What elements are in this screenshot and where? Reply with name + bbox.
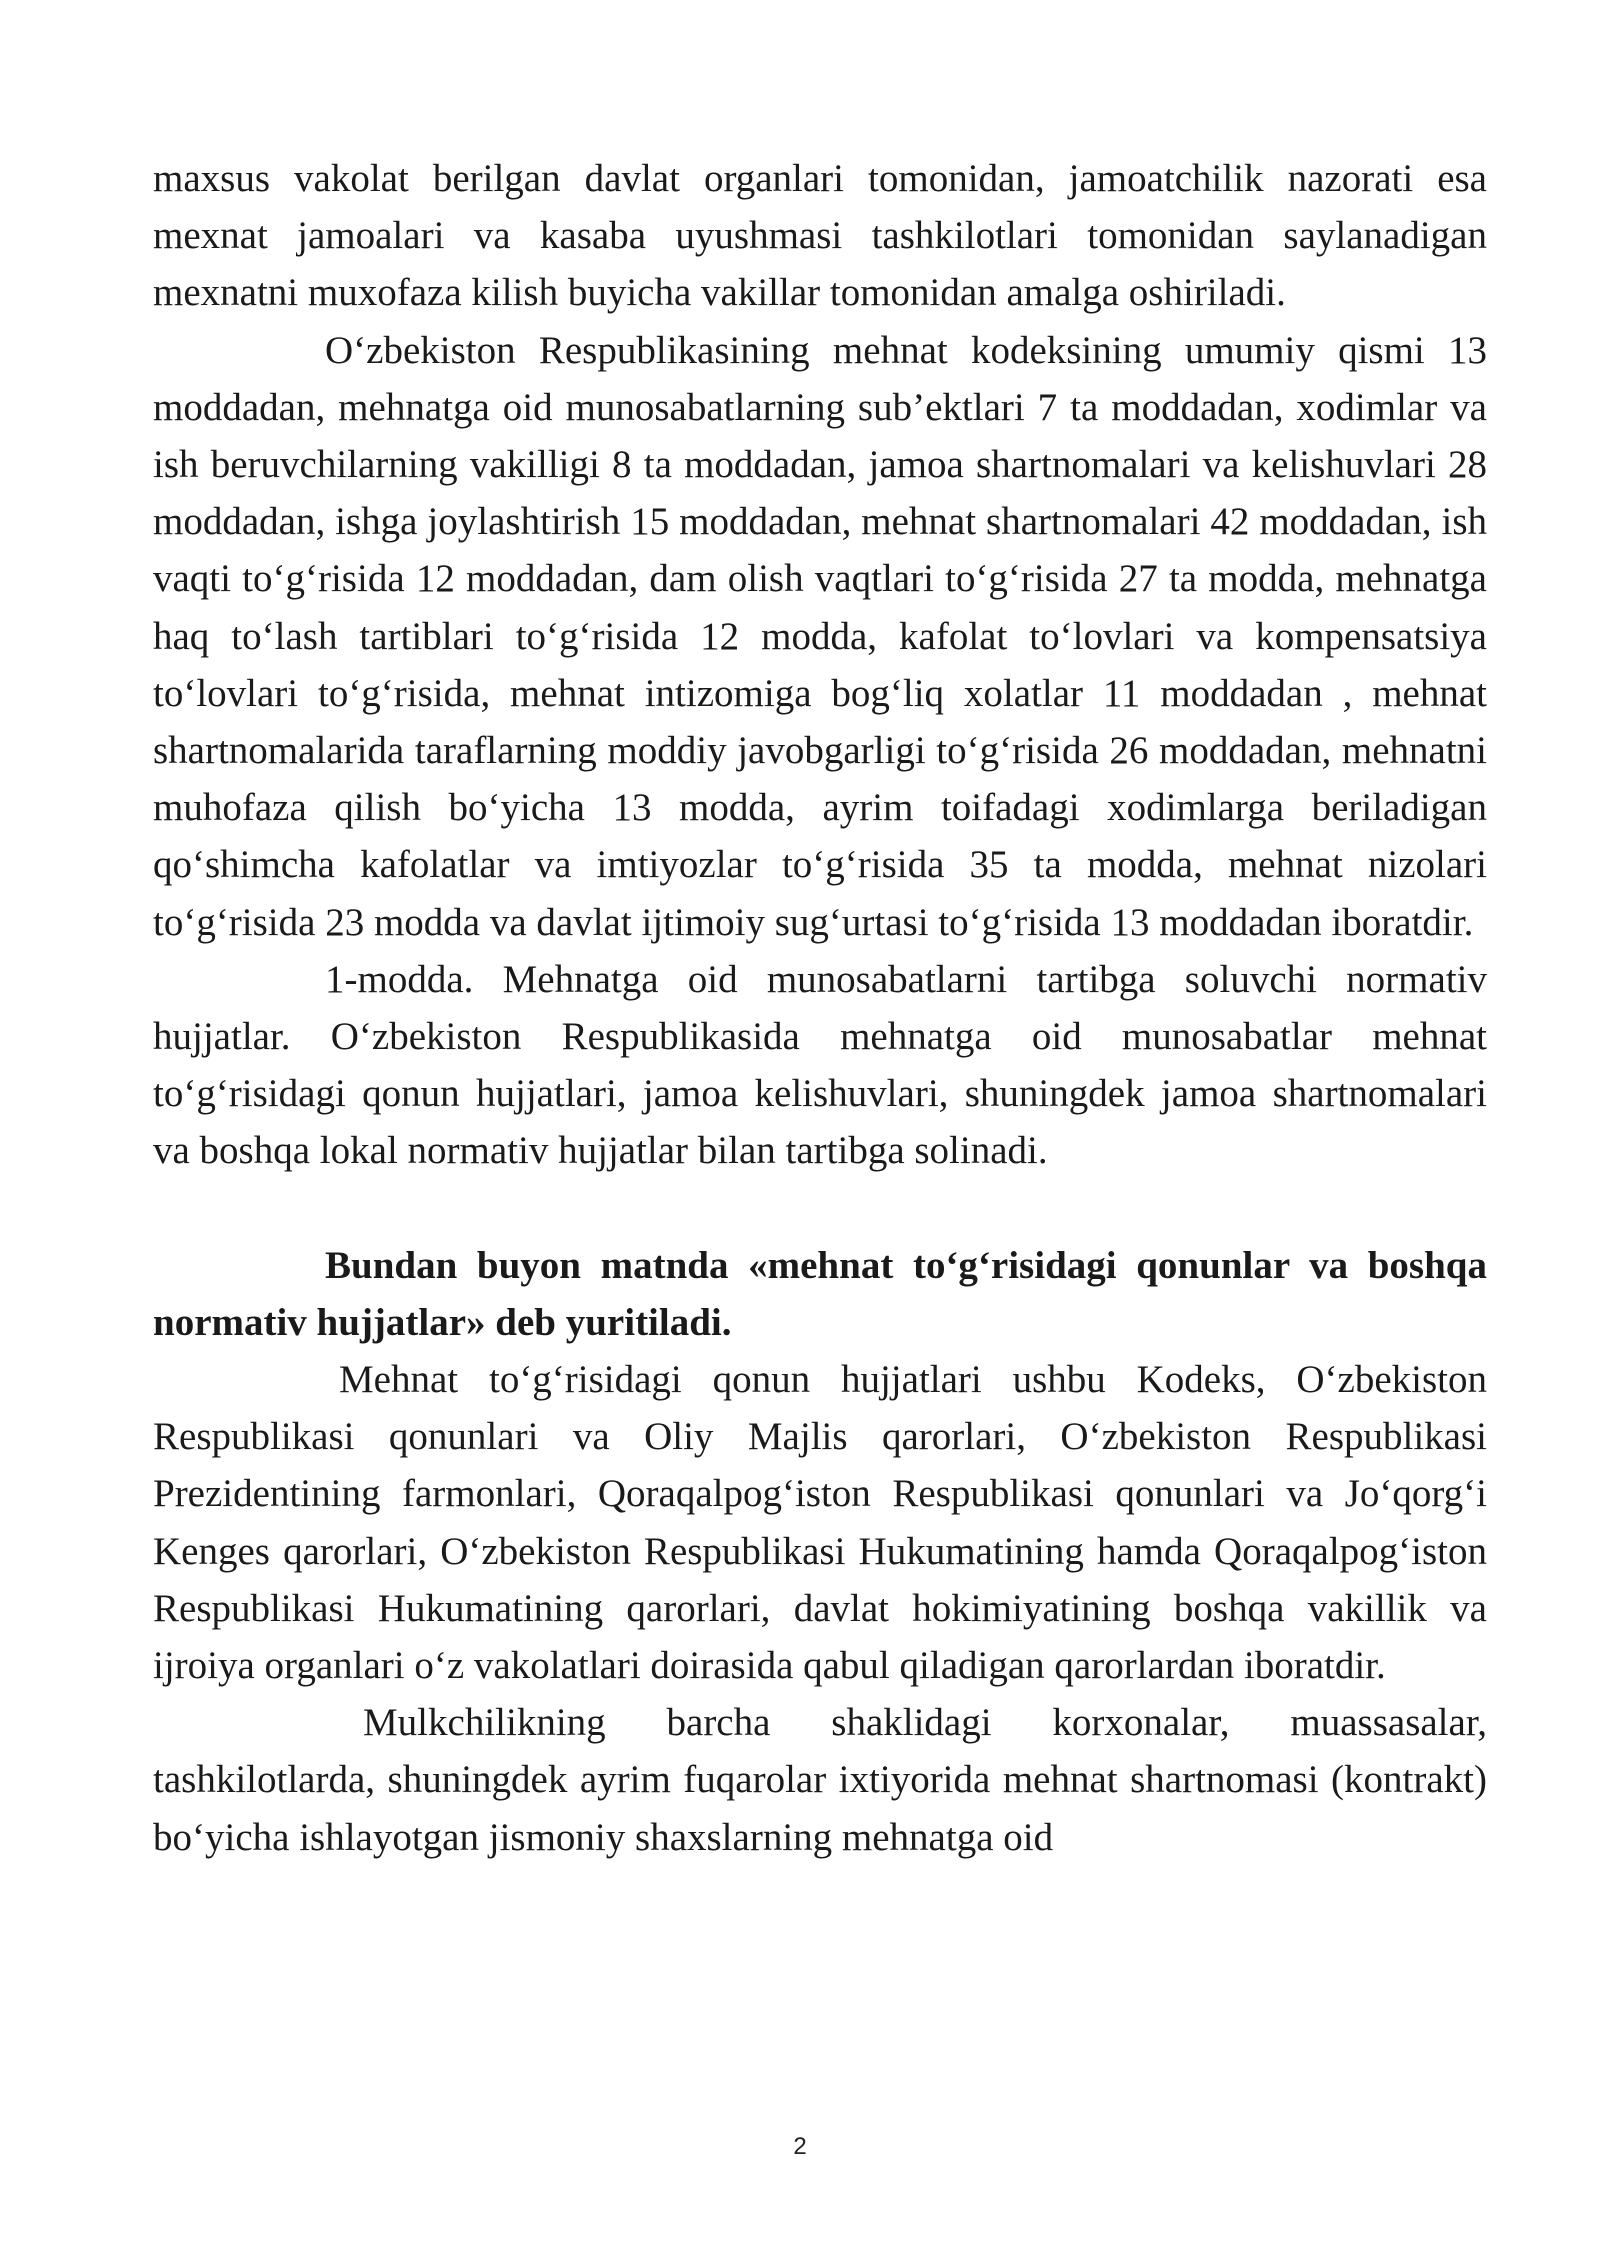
document-page xyxy=(153,150,1487,1866)
paragraph-article-1: 1-modda. Mehnatga oid munosabatlarni tartibga soluvchi normativ hujjatlar. O‘zbekiston Respublikasida mehnatga oid munosabatlar mehnat to‘g‘risidagi qonun hujjatlari, jamoa kelishuvlari, shuningdek jamoa shartnomalari va boshqa lokal normativ hujjatlar bilan tartibga solinadi. xyxy=(153,957,1487,1173)
paragraph-ownership-forms: Mulkchilikning barcha shaklidagi korxonalar, muassasalar, tashkilotlarda, shuningdek ayrim fuqarolar ixtiyorida mehnat shartnomasi (kontrakt) bo‘yicha ishlayotgan jismoniy shaxslarning mehnatga oid xyxy=(153,1701,1487,1859)
paragraph-code-structure: O‘zbekiston Respublikasining mehnat kodeksining umumiy qismi 13 moddadan, mehnatga oid munosabatlarning sub’ektlari 7 ta moddadan, xodimlar va ish beruvchilarning vakilligi 8 ta moddadan, jamoa shartnomalari va kelishuvlari 28 moddadan, ishga joylashtirish 15 moddadan, mehnat shartnomalari 42 moddadan, ish vaqti to‘g‘risida 12 moddadan, dam olish vaqtlari to‘g‘risida 27 ta modda, mehnatga haq to‘lash tartiblari to‘g‘risida 12 modda, kafolat to‘lovlari va kompensatsiya to‘lovlari to‘g‘risida, mehnat intizomiga bog‘liq xolatlar 11 moddadan , mehnat shartnomalarida taraflarning moddiy javobgarligi to‘g‘risida 26 moddadan, mehnatni muhofaza qilish bo‘yicha 13 modda, ayrim toifadagi xodimlarga beriladigan qo‘shimcha kafolatlar va imtiyozlar to‘g‘risida 35 ta modda, mehnat nizolari to‘g‘risida 23 modda va davlat ijtimoiy sug‘urtasi to‘g‘risida 13 moddadan iboratdir. xyxy=(153,328,1487,944)
paragraph-legislation-list: Mehnat to‘g‘risidagi qonun hujjatlari ushbu Kodeks, O‘zbekiston Respublikasi qonunlari va Oliy Majlis qarorlari, O‘zbekiston Respublikasi Prezidentining farmonlari, Qoraqalpog‘iston Respublikasi qonunlari va Jo‘qorg‘i Kenges qarorlari, O‘zbekiston Respublikasi Hukumatining hamda Qoraqalpog‘iston Respublikasi Hukumatining qarorlari, davlat hokimiyatining boshqa vakillik va ijroiya organlari o‘z vakolatlari doirasida qabul qiladigan qarorlardan iboratdir. xyxy=(153,1358,1487,1688)
paragraph-bold-note: Bundan buyon matnda «mehnat to‘g‘risidagi qonunlar va boshqa normativ hujjatlar» deb yuritiladi. xyxy=(153,1243,1487,1344)
paragraph-continuation: maxsus vakolat berilgan davlat organlari tomonidan, jamoatchilik nazorati esa mexnat jamoalari va kasaba uyushmasi tashkilotlari tomonidan saylanadigan mexnatni muxofaza kilish buyicha vakillar tomonidan amalga oshiriladi. xyxy=(153,157,1487,315)
page-number: 2 xyxy=(793,2133,807,2160)
paragraph-spacer xyxy=(153,1180,1487,1237)
